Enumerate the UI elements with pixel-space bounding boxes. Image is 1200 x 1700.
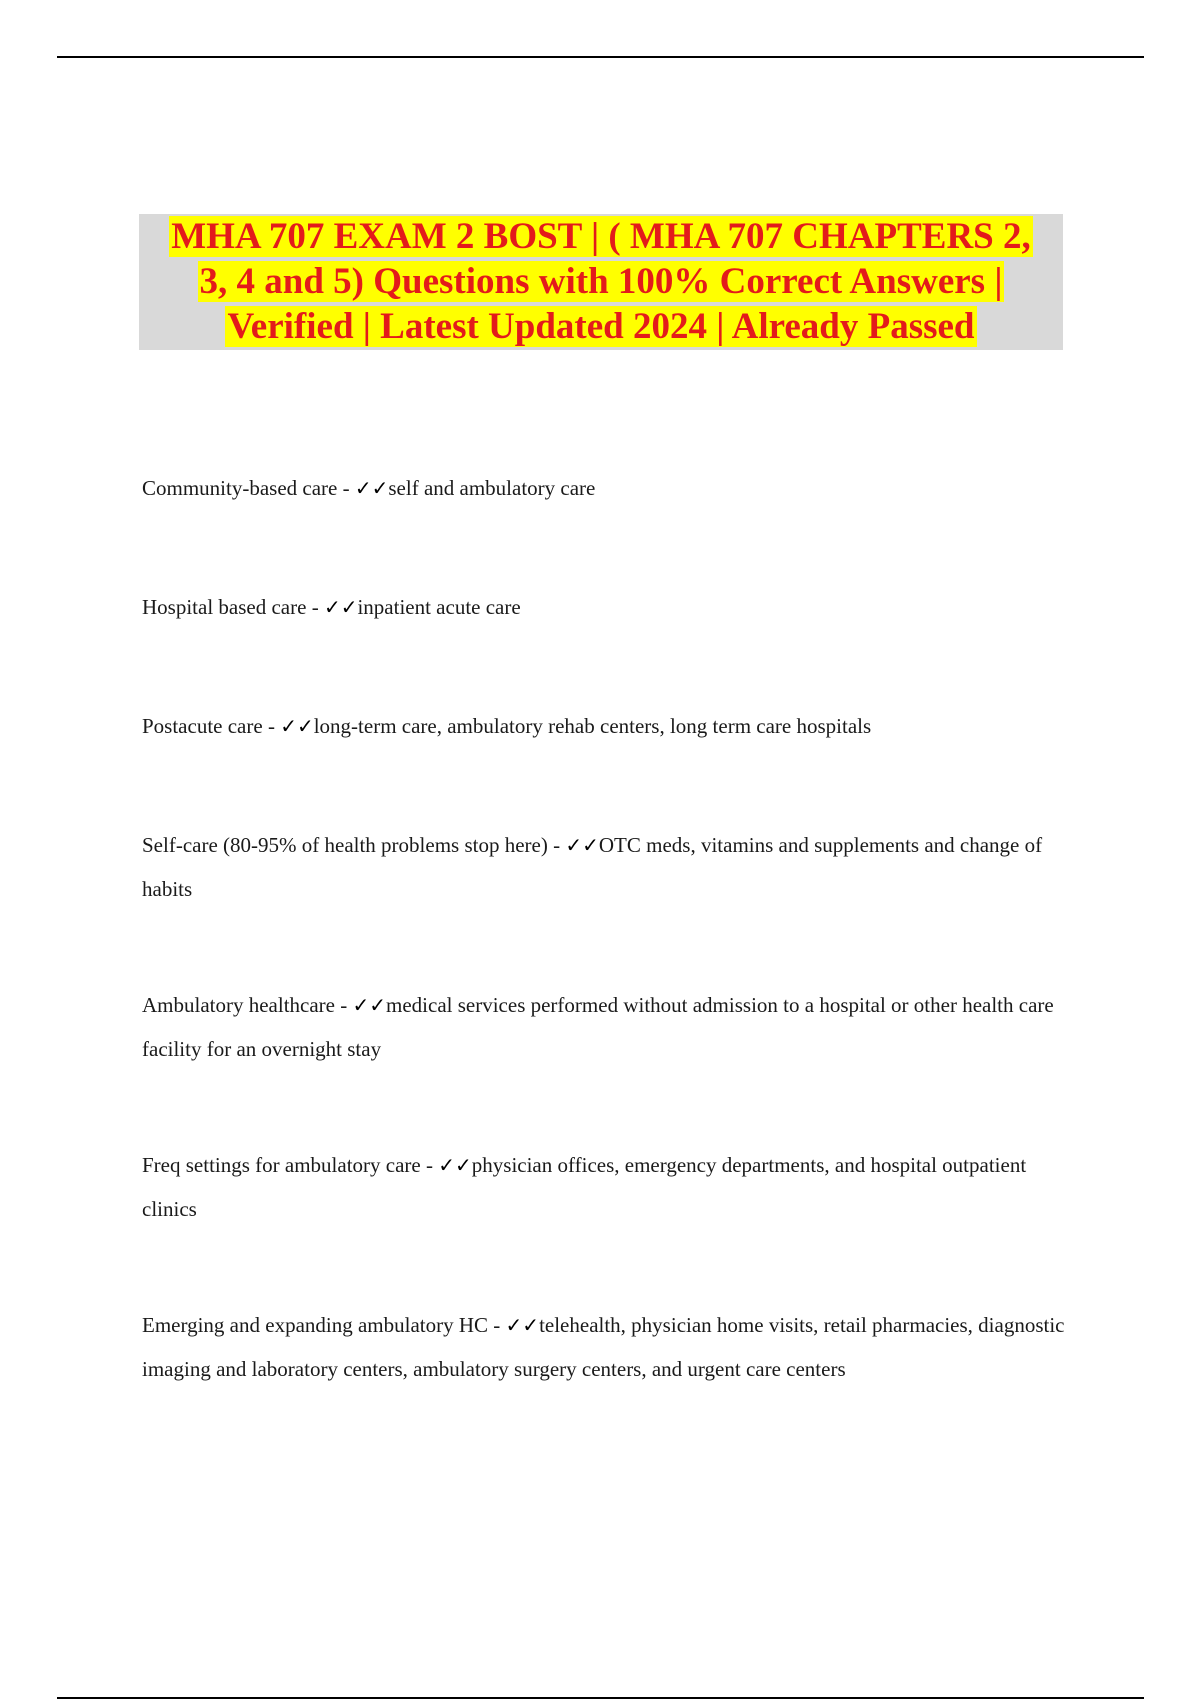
qa-separator: - bbox=[306, 595, 324, 619]
qa-item bbox=[142, 466, 1072, 510]
qa-separator: - bbox=[420, 1153, 439, 1177]
qa-answer: physician offices, emergency departments, and hospital outpatient clinics bbox=[142, 1153, 1027, 1221]
check-icon: ✓✓ bbox=[323, 595, 358, 619]
qa-separator: - bbox=[262, 714, 281, 738]
check-icon: ✓✓ bbox=[438, 1153, 472, 1177]
top-rule bbox=[57, 56, 1144, 58]
qa-term: Hospital based care bbox=[142, 595, 307, 619]
qa-answer: long-term care, ambulatory rehab centers, long term care hospitals bbox=[313, 714, 872, 738]
qa-item bbox=[142, 1303, 1072, 1391]
qa-item bbox=[142, 983, 1072, 1071]
qa-item bbox=[142, 585, 1072, 629]
check-icon: ✓✓ bbox=[280, 714, 314, 738]
qa-term: Freq settings for ambulatory care bbox=[142, 1153, 421, 1177]
qa-answer: telehealth, physician home visits, retail pharmacies, diagnostic imaging and laboratory centers, ambulatory surgery centers, and urgent care centers bbox=[142, 1313, 1065, 1381]
qa-separator: - bbox=[335, 993, 353, 1017]
qa-separator: - bbox=[337, 476, 355, 500]
qa-term: Postacute care bbox=[142, 714, 263, 738]
title-line: MHA 707 EXAM 2 BOST | ( MHA 707 CHAPTERS 2, bbox=[171, 216, 1031, 257]
qa-answer: OTC meds, vitamins and supplements and change of habits bbox=[142, 833, 1043, 901]
qa-term: Community-based care bbox=[142, 476, 338, 500]
check-icon: ✓✓ bbox=[352, 993, 387, 1017]
qa-separator: - bbox=[547, 833, 566, 857]
qa-term: Emerging and expanding ambulatory HC bbox=[142, 1313, 489, 1337]
qa-list bbox=[142, 466, 1072, 1391]
check-icon: ✓✓ bbox=[505, 1313, 540, 1337]
check-icon: ✓✓ bbox=[354, 476, 389, 500]
title-line: Verified | Latest Updated 2024 | Already Passed bbox=[227, 306, 975, 347]
check-icon: ✓✓ bbox=[565, 833, 599, 857]
document-title bbox=[139, 214, 1063, 349]
qa-item bbox=[142, 823, 1072, 911]
title-block bbox=[139, 214, 1063, 350]
title-line: 3, 4 and 5) Questions with 100% Correct Answers | bbox=[199, 261, 1003, 302]
qa-term: Self-care (80-95% of health problems stop here) bbox=[142, 833, 548, 857]
qa-term: Ambulatory healthcare bbox=[142, 993, 335, 1017]
qa-item bbox=[142, 704, 1072, 748]
bottom-rule bbox=[57, 1697, 1144, 1699]
qa-answer: self and ambulatory care bbox=[388, 476, 596, 500]
qa-answer: inpatient acute care bbox=[357, 595, 521, 619]
qa-separator: - bbox=[488, 1313, 506, 1337]
qa-item bbox=[142, 1143, 1072, 1231]
qa-answer: medical services performed without admission to a hospital or other health care facility for an overnight stay bbox=[142, 993, 1054, 1061]
